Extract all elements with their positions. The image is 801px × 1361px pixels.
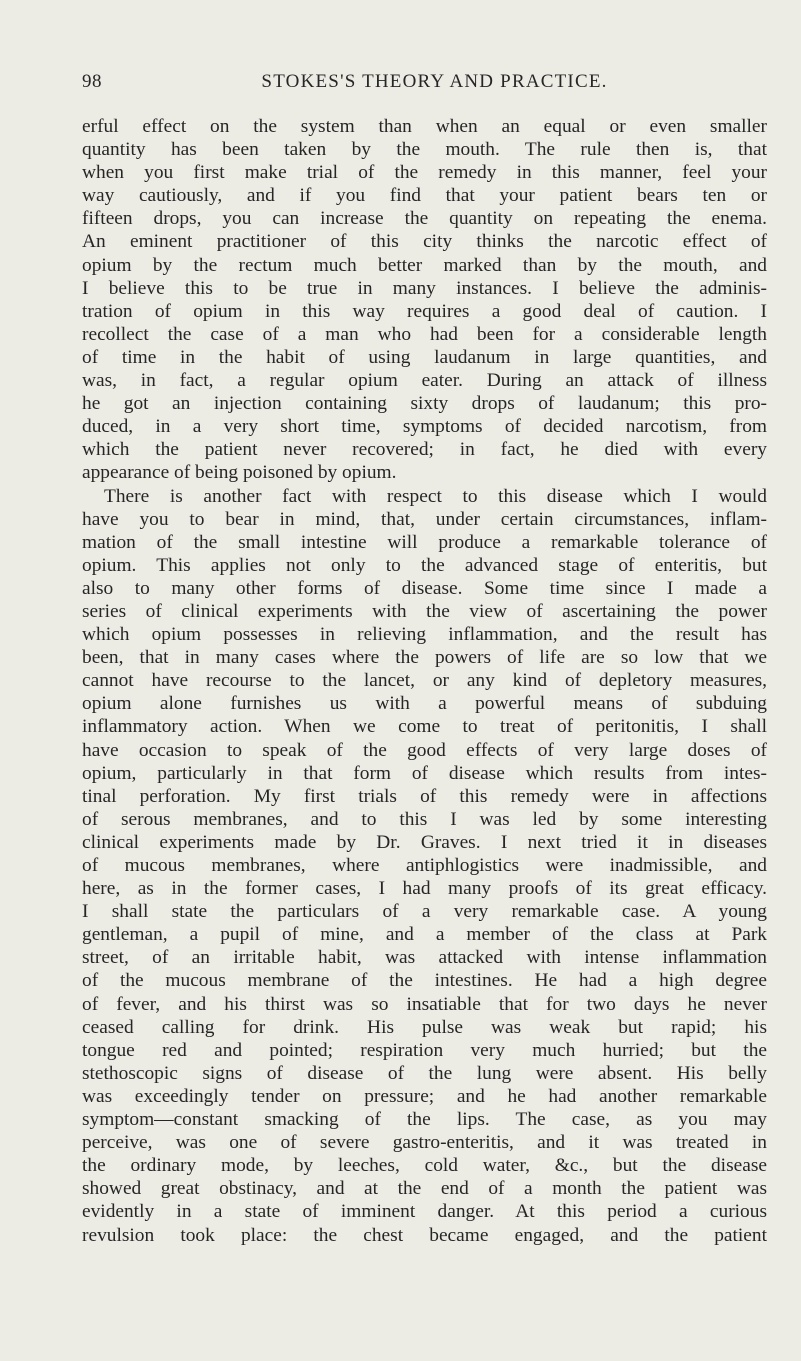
text-line: gentleman, a pupil of mine, and a member of the class at Park bbox=[82, 924, 767, 946]
text-line: street, of an irritable habit, was attacked with intense inflammation bbox=[82, 947, 767, 969]
text-line: recollect the case of a man who had been for a considerable length bbox=[82, 323, 767, 345]
text-line: cannot have recourse to the lancet, or any kind of depletory measures, bbox=[82, 670, 767, 692]
text-line: opium alone furnishes us with a powerful means of subduing bbox=[82, 693, 767, 715]
text-line: stethoscopic signs of disease of the lung were absent. His belly bbox=[82, 1062, 767, 1084]
text-line: way cautiously, and if you find that your patient bears ten or bbox=[82, 185, 767, 207]
body-text bbox=[82, 115, 767, 1247]
text-line: evidently in a state of imminent danger. At this period a curious bbox=[82, 1201, 767, 1223]
text-line: perceive, was one of severe gastro-enteritis, and it was treated in bbox=[82, 1132, 767, 1154]
text-line: duced, in a very short time, symptoms of decided narcotism, from bbox=[82, 416, 767, 438]
text-line: fifteen drops, you can increase the quantity on repeating the enema. bbox=[82, 208, 767, 230]
text-line: opium by the rectum much better marked than by the mouth, and bbox=[82, 254, 767, 276]
text-line: he got an injection containing sixty drops of laudanum; this pro- bbox=[82, 393, 767, 415]
text-line: tongue red and pointed; respiration very much hurried; but the bbox=[82, 1039, 767, 1061]
text-line: revulsion took place: the chest became engaged, and the patient bbox=[82, 1224, 767, 1246]
text-line: have occasion to speak of the good effects of very large doses of bbox=[82, 739, 767, 761]
text-line: have you to bear in mind, that, under certain circumstances, inflam- bbox=[82, 508, 767, 530]
running-title: STOKES'S THEORY AND PRACTICE. bbox=[261, 71, 608, 92]
text-line: been, that in many cases where the powers of life are so low that we bbox=[82, 647, 767, 669]
text-line: clinical experiments made by Dr. Graves. I next tried it in diseases bbox=[82, 831, 767, 853]
text-line: appearance of being poisoned by opium. bbox=[82, 462, 397, 484]
text-line: An eminent practitioner of this city thinks the narcotic effect of bbox=[82, 231, 767, 253]
page-number: 98 bbox=[82, 71, 102, 92]
text-line: of the mucous membrane of the intestines. He had a high degree bbox=[82, 970, 767, 992]
text-line: opium. This applies not only to the advanced stage of enteritis, but bbox=[82, 554, 767, 576]
text-line: ceased calling for drink. His pulse was weak but rapid; his bbox=[82, 1016, 767, 1038]
text-line: inflammatory action. When we come to treat of peritonitis, I shall bbox=[82, 716, 767, 738]
text-line: There is another fact with respect to this disease which I would bbox=[104, 485, 767, 507]
text-line: of time in the habit of using laudanum in large quantities, and bbox=[82, 346, 767, 368]
text-line: which opium possesses in relieving inflammation, and the result has bbox=[82, 624, 767, 646]
text-line: mation of the small intestine will produce a remarkable tolerance of bbox=[82, 531, 767, 553]
text-line: also to many other forms of disease. Some time since I made a bbox=[82, 577, 767, 599]
text-line: here, as in the former cases, I had many proofs of its great efficacy. bbox=[82, 878, 767, 900]
text-line: showed great obstinacy, and at the end of a month the patient was bbox=[82, 1178, 767, 1200]
text-line: was, in fact, a regular opium eater. During an attack of illness bbox=[82, 370, 767, 392]
text-line: symptom—constant smacking of the lips. The case, as you may bbox=[82, 1109, 767, 1131]
text-line: I shall state the particulars of a very remarkable case. A young bbox=[82, 901, 767, 923]
text-line: the ordinary mode, by leeches, cold water, &c., but the disease bbox=[82, 1155, 767, 1177]
text-line: was exceedingly tender on pressure; and he had another remarkable bbox=[82, 1085, 767, 1107]
text-line: of serous membranes, and to this I was led by some interesting bbox=[82, 808, 767, 830]
text-line: of mucous membranes, where antiphlogistics were inadmissible, and bbox=[82, 855, 767, 876]
text-line: erful effect on the system than when an equal or even smaller bbox=[82, 116, 767, 137]
text-line: series of clinical experiments with the view of ascertaining the power bbox=[82, 600, 767, 622]
running-head bbox=[82, 71, 767, 99]
text-line: I believe this to be true in many instances. I believe the adminis- bbox=[82, 277, 767, 299]
text-line: tinal perforation. My first trials of this remedy were in affections bbox=[82, 785, 767, 807]
text-line: quantity has been taken by the mouth. The rule then is, that bbox=[82, 139, 767, 161]
text-line: of fever, and his thirst was so insatiable that for two days he never bbox=[82, 993, 767, 1015]
text-line: when you first make trial of the remedy in this manner, feel your bbox=[82, 162, 767, 184]
text-line: which the patient never recovered; in fact, he died with every bbox=[82, 439, 767, 461]
text-line: tration of opium in this way requires a good deal of caution. I bbox=[82, 300, 767, 322]
text-line: opium, particularly in that form of disease which results from intes- bbox=[82, 762, 767, 784]
